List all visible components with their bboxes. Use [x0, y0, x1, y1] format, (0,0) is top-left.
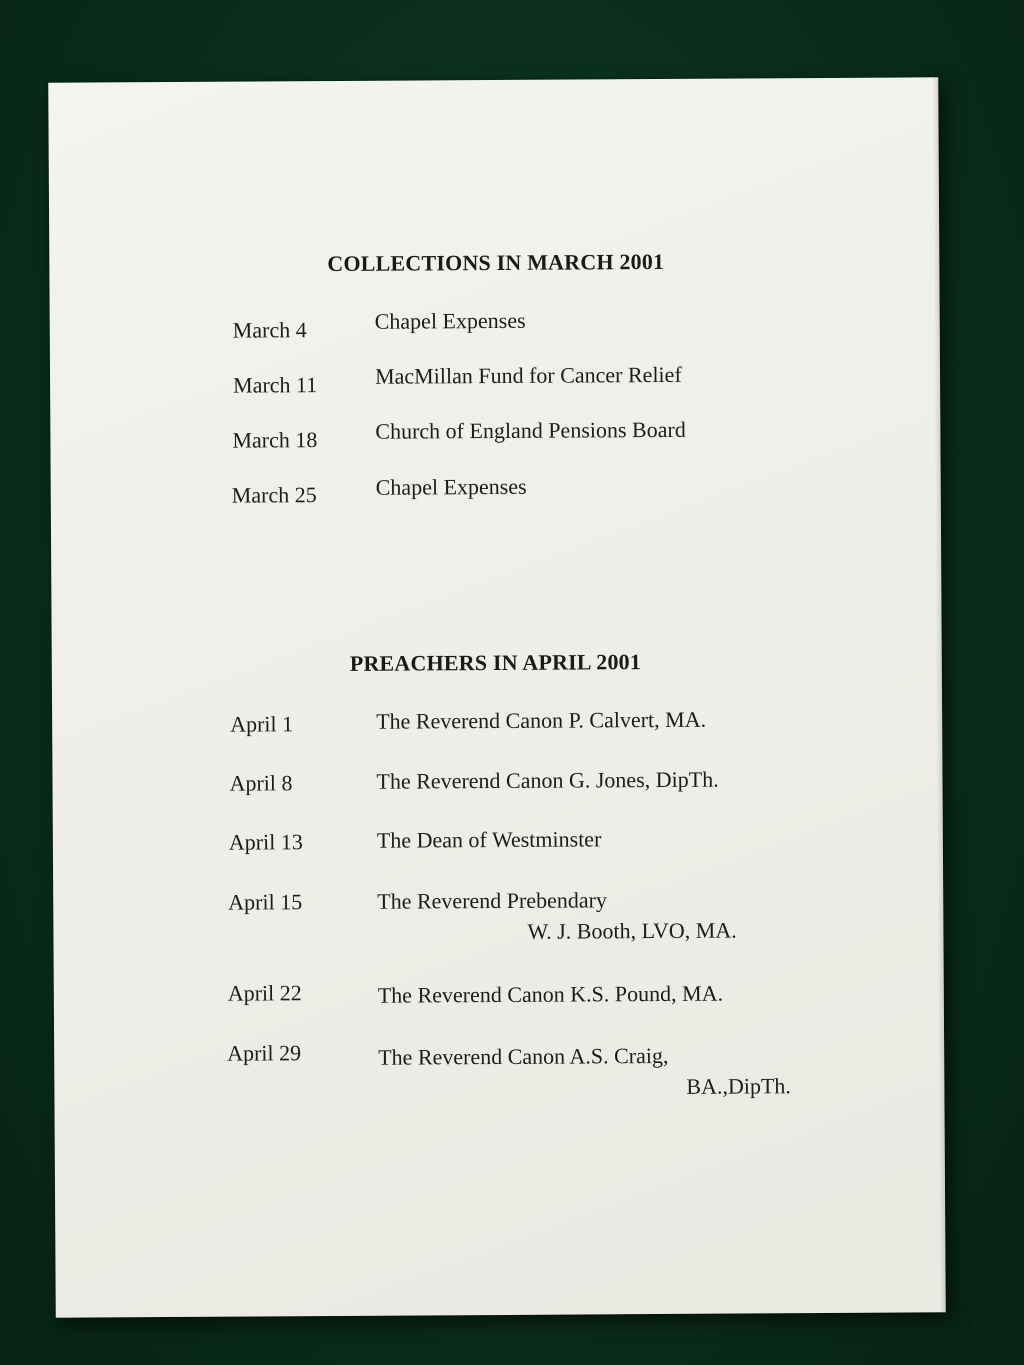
- preacher-date: April 29: [227, 1040, 302, 1066]
- preacher-name-continuation: BA.,DipTh.: [686, 1073, 791, 1099]
- preacher-name: The Reverend Canon A.S. Craig,: [378, 1042, 669, 1070]
- program-sheet: [48, 77, 946, 1317]
- collection-purpose: Church of England Pensions Board: [375, 416, 686, 444]
- preachers-heading: PREACHERS IN APRIL 2001: [349, 649, 642, 676]
- collection-purpose: MacMillan Fund for Cancer Relief: [374, 361, 682, 389]
- preacher-date: April 15: [228, 889, 303, 915]
- preacher-date: April 22: [227, 980, 302, 1006]
- preacher-name: The Dean of Westminster: [376, 826, 602, 853]
- collection-date: March 18: [232, 427, 318, 453]
- preacher-name: The Reverend Canon G. Jones, DipTh.: [376, 766, 719, 794]
- preacher-name-continuation: W. J. Booth, LVO, MA.: [527, 917, 737, 944]
- collection-date: March 11: [233, 372, 318, 398]
- preacher-name: The Reverend Prebendary: [377, 887, 608, 914]
- preacher-date: April 1: [230, 711, 294, 737]
- collection-purpose: Chapel Expenses: [375, 473, 527, 500]
- collection-date: March 25: [231, 482, 317, 508]
- preacher-date: April 13: [228, 829, 303, 855]
- preacher-name: The Reverend Canon P. Calvert, MA.: [376, 706, 707, 734]
- collection-purpose: Chapel Expenses: [374, 307, 526, 334]
- preacher-date: April 8: [229, 770, 293, 796]
- collection-date: March 4: [232, 317, 307, 343]
- collections-heading: COLLECTIONS IN MARCH 2001: [327, 248, 665, 277]
- preacher-name: The Reverend Canon K.S. Pound, MA.: [377, 980, 724, 1008]
